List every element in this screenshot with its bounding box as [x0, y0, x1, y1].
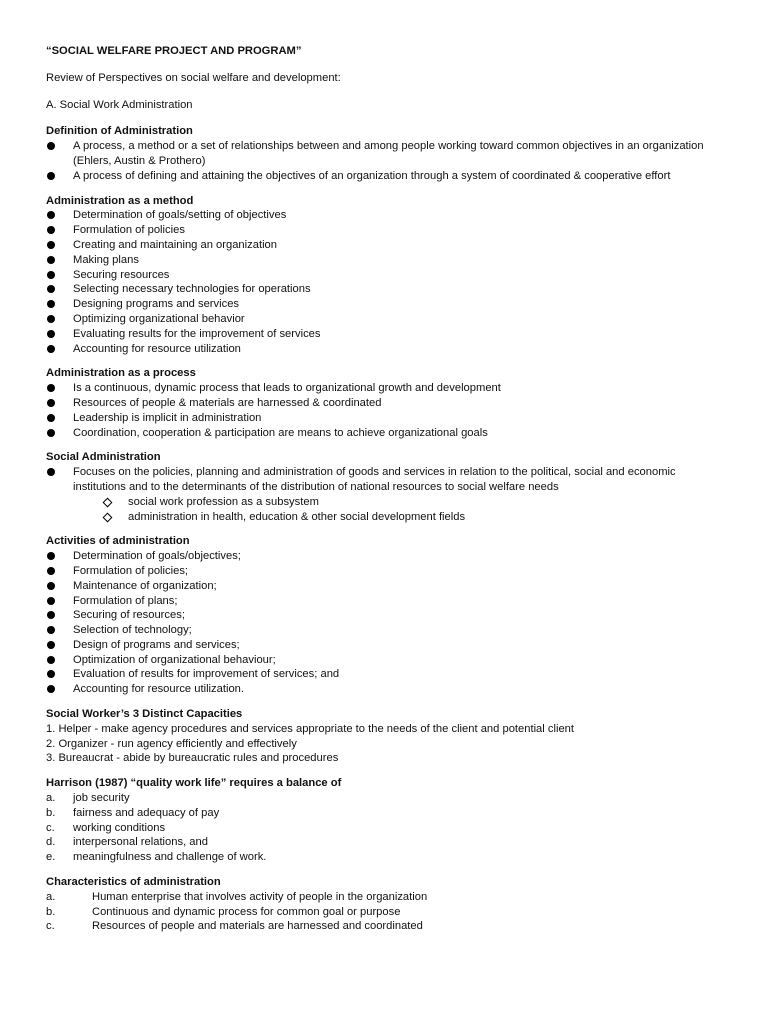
- process-item: Leadership is implicit in administration: [46, 411, 726, 426]
- bullet-icon: [47, 597, 55, 605]
- harrison-item: a. job security: [46, 792, 130, 805]
- bullet-icon: [47, 670, 55, 678]
- social-admin-subitem: social work profession as a subsystem: [46, 495, 726, 510]
- activities-item: Evaluation of results for improvement of services; and: [46, 667, 726, 682]
- capacities-item: 1. Helper - make agency procedures and services appropriate to the needs of the client and potential client: [46, 722, 574, 735]
- social-admin-item: Focuses on the policies, planning and administration of goods and services in relation to the political, social and economic institutions and to the determinants of the distribution of national resources to social welfare needs: [46, 465, 726, 495]
- characteristics-item: a. Human enterprise that involves activity of people in the organization: [46, 890, 428, 903]
- activities-item: Selection of technology;: [46, 623, 726, 638]
- bullet-icon: [47, 142, 55, 150]
- characteristics-heading: Characteristics of administration: [46, 876, 221, 889]
- method-item: Accounting for resource utilization: [46, 342, 726, 357]
- bullet-icon: [47, 552, 55, 560]
- harrison-item: e. meaningfulness and challenge of work.: [46, 851, 267, 864]
- bullet-icon: [47, 685, 55, 693]
- bullet-icon: [47, 656, 55, 664]
- document-title: “SOCIAL WELFARE PROJECT AND PROGRAM”: [46, 45, 302, 57]
- document-page: [46, 44, 726, 934]
- method-item: Making plans: [46, 253, 726, 268]
- process-item: Resources of people & materials are harnessed & coordinated: [46, 396, 726, 411]
- activities-item: Determination of goals/objectives;: [46, 549, 726, 564]
- diamond-bullet-icon: [103, 512, 113, 522]
- method-item: Optimizing organizational behavior: [46, 312, 726, 327]
- characteristics-item: b. Continuous and dynamic process for common goal or purpose: [46, 905, 401, 918]
- harrison-item: d. interpersonal relations, and: [46, 836, 208, 849]
- method-item: Evaluating results for the improvement of services: [46, 327, 726, 342]
- activities-item: Securing of resources;: [46, 608, 726, 623]
- capacities-item: 2. Organizer - run agency efficiently and effectively: [46, 737, 297, 750]
- activities-item: Formulation of policies;: [46, 564, 726, 579]
- bullet-icon: [47, 468, 55, 476]
- method-heading: Administration as a method: [46, 194, 194, 207]
- social-admin-heading: Social Administration: [46, 451, 161, 464]
- activities-item: Design of programs and services;: [46, 638, 726, 653]
- bullet-icon: [47, 414, 55, 422]
- harrison-item: b. fairness and adequacy of pay: [46, 806, 220, 819]
- method-item: Designing programs and services: [46, 297, 726, 312]
- bullet-icon: [47, 641, 55, 649]
- activities-item: Maintenance of organization;: [46, 579, 726, 594]
- harrison-item: c. working conditions: [46, 821, 166, 834]
- definition-item: A process, a method or a set of relationships between and among people working toward common objectives in an organization (Ehlers, Austin & Prothero): [46, 139, 726, 169]
- capacities-item: 3. Bureaucrat - abide by bureaucratic rules and procedures: [46, 752, 339, 765]
- bullet-icon: [47, 285, 55, 293]
- bullet-icon: [47, 256, 55, 264]
- bullet-icon: [47, 429, 55, 437]
- bullet-icon: [47, 300, 55, 308]
- method-item: Creating and maintaining an organization: [46, 238, 726, 253]
- method-item: Securing resources: [46, 268, 726, 283]
- bullet-icon: [47, 567, 55, 575]
- bullet-icon: [47, 582, 55, 590]
- bullet-icon: [47, 315, 55, 323]
- process-item: Coordination, cooperation & participation are means to achieve organizational goals: [46, 426, 726, 441]
- diamond-bullet-icon: [103, 497, 113, 507]
- harrison-heading: Harrison (1987) “quality work life” requires a balance of: [46, 777, 342, 790]
- bullet-icon: [47, 611, 55, 619]
- method-item: Determination of goals/setting of objectives: [46, 208, 726, 223]
- bullet-icon: [47, 330, 55, 338]
- section-a-heading: A. Social Work Administration: [46, 98, 193, 111]
- bullet-icon: [47, 626, 55, 634]
- method-item: Selecting necessary technologies for operations: [46, 282, 726, 297]
- bullet-icon: [47, 241, 55, 249]
- social-admin-subitem: administration in health, education & other social development fields: [46, 510, 726, 525]
- bullet-icon: [47, 226, 55, 234]
- bullet-icon: [47, 399, 55, 407]
- bullet-icon: [47, 172, 55, 180]
- capacities-heading: Social Worker’s 3 Distinct Capacities: [46, 708, 243, 721]
- method-item: Formulation of policies: [46, 223, 726, 238]
- definition-item: A process of defining and attaining the objectives of an organization through a system of coordinated & cooperative effort: [46, 169, 726, 184]
- activities-heading: Activities of administration: [46, 535, 190, 548]
- activities-item: Accounting for resource utilization.: [46, 682, 726, 697]
- bullet-icon: [47, 271, 55, 279]
- process-heading: Administration as a process: [46, 367, 196, 380]
- activities-item: Optimization of organizational behaviour;: [46, 653, 726, 668]
- activities-item: Formulation of plans;: [46, 594, 726, 609]
- intro-text: Review of Perspectives on social welfare and development:: [46, 71, 341, 84]
- bullet-icon: [47, 211, 55, 219]
- bullet-icon: [47, 345, 55, 353]
- definition-heading: Definition of Administration: [46, 125, 193, 138]
- bullet-icon: [47, 384, 55, 392]
- process-item: Is a continuous, dynamic process that leads to organizational growth and development: [46, 381, 726, 396]
- characteristics-item: c. Resources of people and materials are harnessed and coordinated: [46, 920, 423, 933]
